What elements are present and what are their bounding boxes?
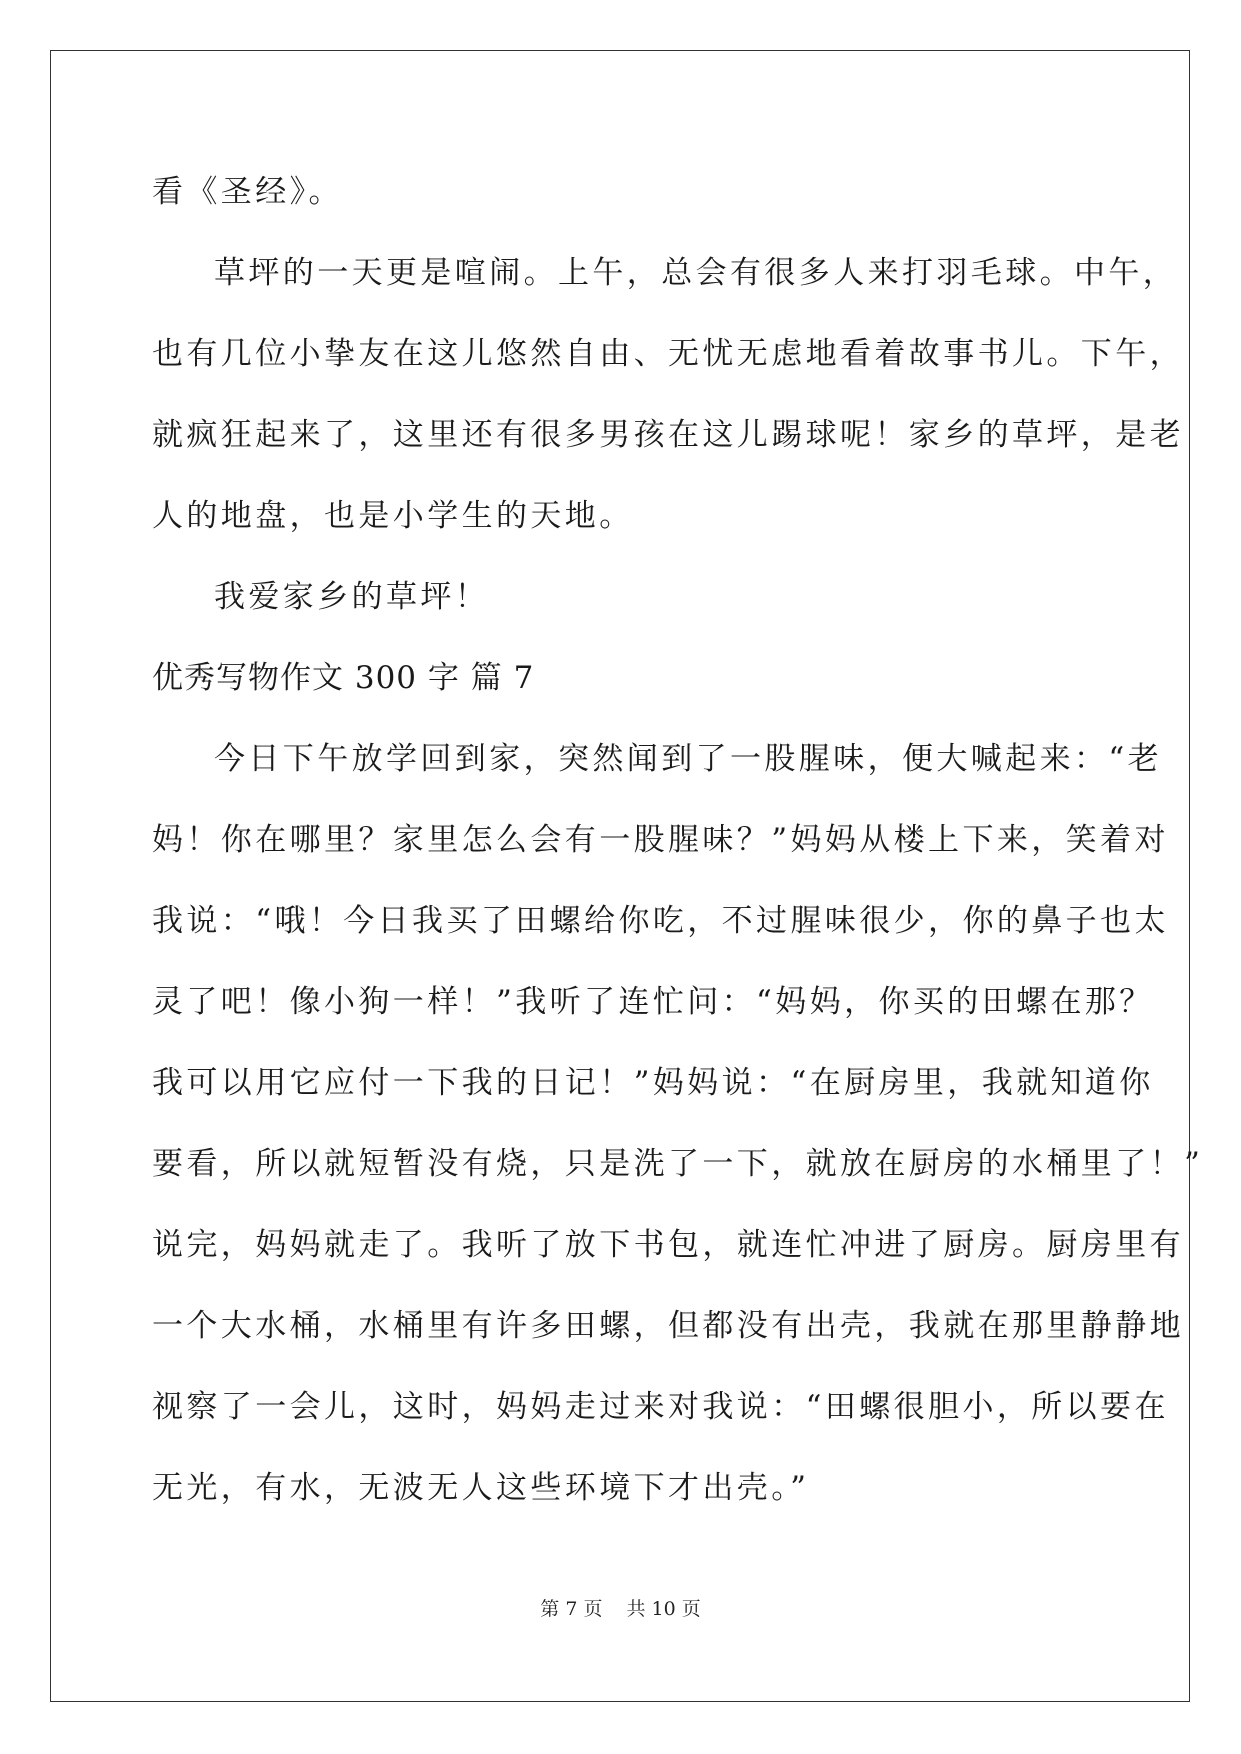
page-total: 共 10 页 bbox=[626, 1598, 701, 1620]
document-body bbox=[152, 152, 1204, 1529]
text-line: 我说：“哦！今日我买了田螺给你吃，不过腥味很少，你的鼻子也太 bbox=[152, 903, 1169, 939]
section-heading: 优秀写物作文 300 字 篇 7 bbox=[152, 660, 535, 696]
text-line: 灵了吧！像小狗一样！”我听了连忙问：“妈妈，你买的田螺在那？ bbox=[152, 984, 1154, 1020]
text-line: 一个大水桶，水桶里有许多田螺，但都没有出壳，我就在那里静静地 bbox=[152, 1308, 1184, 1344]
text-line: 我可以用它应付一下我的日记！”妈妈说：“在厨房里，我就知道你 bbox=[152, 1065, 1154, 1101]
text-line: 要看，所以就短暂没有烧，只是洗了一下，就放在厨房的水桶里了！” bbox=[152, 1146, 1204, 1182]
text-line: 人的地盘，也是小学生的天地。 bbox=[152, 498, 634, 534]
text-line: 也有几位小挚友在这儿悠然自由、无忧无虑地看着故事书儿。下午， bbox=[152, 336, 1184, 372]
text-line: 就疯狂起来了，这里还有很多男孩在这儿踢球呢！家乡的草坪，是老 bbox=[152, 417, 1184, 453]
text-line: 我爱家乡的草坪！ bbox=[214, 579, 490, 615]
text-line: 视察了一会儿，这时，妈妈走过来对我说：“田螺很胆小，所以要在 bbox=[152, 1389, 1169, 1425]
text-line: 今日下午放学回到家，突然闻到了一股腥味，便大喊起来：“老 bbox=[214, 741, 1163, 777]
text-line: 无光，有水，无波无人这些环境下才出壳。” bbox=[152, 1470, 810, 1506]
text-line: 妈！你在哪里？家里怎么会有一股腥味？”妈妈从楼上下来，笑着对 bbox=[152, 822, 1169, 858]
page-number: 第 7 页 bbox=[540, 1598, 603, 1620]
text-line: 草坪的一天更是喧闹。上午，总会有很多人来打羽毛球。中午， bbox=[214, 255, 1178, 291]
text-line: 说完，妈妈就走了。我听了放下书包，就连忙冲进了厨房。厨房里有 bbox=[152, 1227, 1184, 1263]
text-line: 看《圣经》。 bbox=[152, 174, 343, 210]
page-footer bbox=[0, 1594, 1241, 1621]
